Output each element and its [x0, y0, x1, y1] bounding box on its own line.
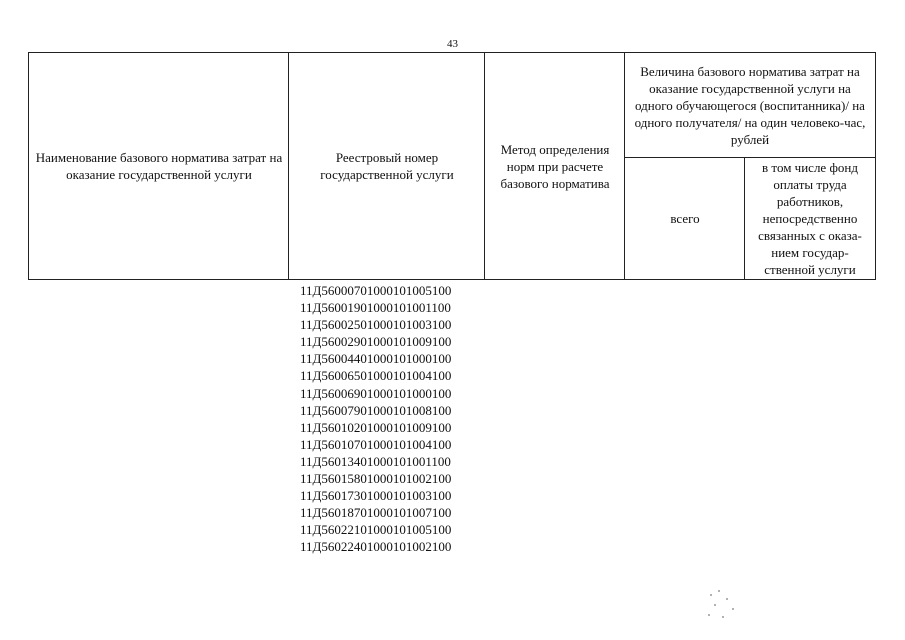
row-divider [625, 157, 875, 158]
registry-code-item: 11Д56002901000101009100 [300, 334, 452, 350]
registry-code-item: 11Д56022101000101005100 [300, 522, 452, 538]
registry-code-item: 11Д56022401000101002100 [300, 539, 452, 555]
registry-code-item: 11Д56018701000101007100 [300, 505, 452, 521]
header-norm-name: Наименование базового норматива затрат на оказание государственной услуги [35, 150, 283, 182]
header-total: всего [670, 210, 700, 226]
column-divider [624, 53, 625, 279]
column-divider [484, 53, 485, 279]
registry-code-item: 11Д56013401000101001100 [300, 453, 451, 469]
registry-code-item: 11Д56006501000101004100 [300, 368, 452, 384]
page-number: 43 [447, 38, 458, 50]
registry-code-item: 11Д56000701000101005100 [300, 283, 452, 298]
registry-code-item: 11Д56004401000101000100 [300, 351, 452, 367]
faint-stamp-mark [704, 586, 744, 622]
registry-code-item: 11Д56007901000101008100 [300, 402, 452, 418]
registry-code-item: 11Д56002501000101003100 [300, 317, 452, 333]
registry-code-item: 11Д56006901000101000100 [300, 385, 452, 401]
column-divider [288, 53, 289, 279]
registry-code-item: 11Д56017301000101003100 [300, 488, 452, 504]
header-norm-value: Величина базового норматива затрат на оказание государственной услуги на одного обучающегося (воспитанника)/ на одного получателя/ на один человеко-час, рублей [634, 63, 866, 147]
norms-table [28, 52, 876, 280]
column-divider [744, 157, 745, 279]
header-method: Метод определения норм при расчете базового норматива [500, 141, 610, 191]
registry-code-item: 11Д56010201000101009100 [300, 419, 452, 435]
registry-code-item: 11Д56001901000101001100 [300, 300, 451, 316]
registry-code-list [300, 282, 451, 556]
header-wage-fund: в том числе фонд оплаты труда работников, непосредственно связанных с оказа-нием государ-ственной услуги [758, 159, 862, 277]
registry-code-item: 11Д56015801000101002100 [300, 471, 452, 487]
header-registry-number: Реестровый номер государственной услуги [320, 150, 454, 182]
registry-code-item: 11Д56010701000101004100 [300, 436, 452, 452]
